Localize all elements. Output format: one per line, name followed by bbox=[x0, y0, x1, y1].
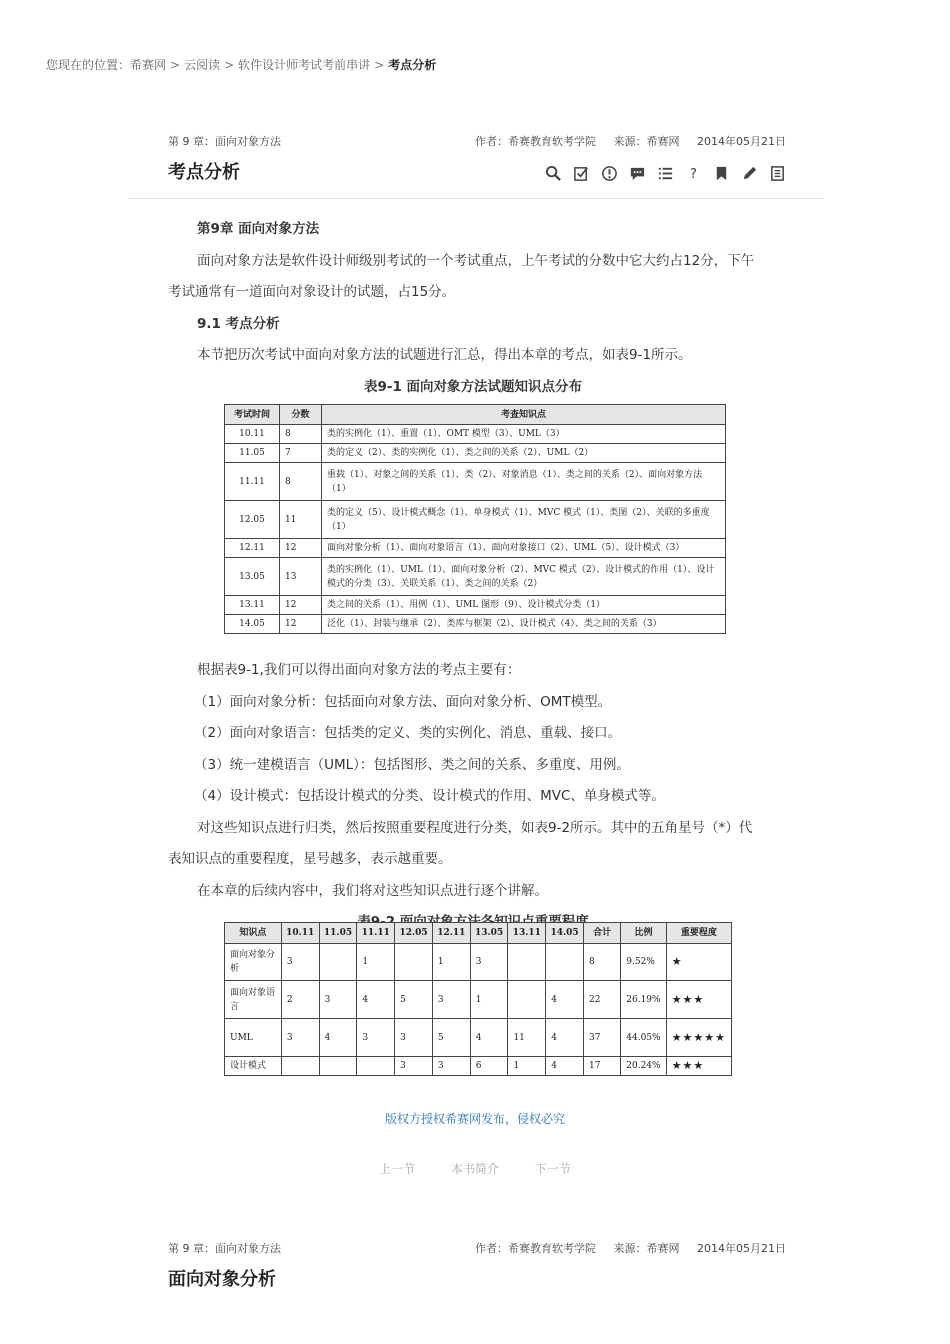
chapter-heading: 第9章 面向对象方法 bbox=[197, 221, 320, 237]
table-cell-ratio: 44.05% bbox=[621, 1019, 666, 1057]
table-cell-time: 10.11 bbox=[225, 425, 280, 444]
table-header-cell: 分数 bbox=[280, 405, 322, 425]
next-article-title: 面向对象分析 bbox=[168, 1269, 276, 1290]
table-cell-topic: 泛化（1）、封装与继承（2）、类库与框架（2）、设计模式（4）、类之间的关系（3） bbox=[322, 615, 726, 634]
paragraph-intro-b: 考试通常有一道面向对象设计的试题，占15分。 bbox=[168, 284, 456, 300]
table-header-cell: 11.11 bbox=[357, 923, 395, 944]
table-row bbox=[225, 444, 726, 463]
table-9-1 bbox=[224, 404, 726, 634]
table-cell-topic: 类的实例化（1）、UML（1）、面向对象分析（2）、MVC 模式（2）、设计模式的作用（1）、设计模式的分类（3）、关联关系（1）、类之间的关系（2） bbox=[322, 558, 726, 596]
table-header-cell: 考试时间 bbox=[225, 405, 280, 425]
table-row bbox=[225, 944, 732, 981]
table-cell: 1 bbox=[357, 944, 395, 981]
table-cell: 1 bbox=[508, 1057, 546, 1076]
point-item: （2）面向对象语言：包括类的定义、类的实例化、消息、重载、接口。 bbox=[194, 725, 622, 741]
table-cell: 1 bbox=[470, 981, 508, 1019]
table-header-cell: 10.11 bbox=[281, 923, 319, 944]
importance-stars: ★ bbox=[666, 944, 731, 981]
table-header-cell: 重要程度 bbox=[666, 923, 731, 944]
header-divider bbox=[128, 198, 824, 199]
table-cell-score: 8 bbox=[280, 463, 322, 501]
breadcrumb-link-book[interactable]: 软件设计师考试考前串讲 bbox=[238, 58, 371, 72]
reader-toolbar bbox=[544, 164, 786, 182]
author-label: 作者：希赛教育软考学院 bbox=[475, 1242, 596, 1255]
table-row bbox=[225, 463, 726, 501]
paragraph-classify-a: 对这些知识点进行归类，然后按照重要程度进行分类，如表9-2所示。其中的五角星号（*）代 bbox=[197, 819, 753, 836]
table-cell-time: 13.11 bbox=[225, 596, 280, 615]
table-cell-ratio: 26.19% bbox=[621, 981, 666, 1019]
table-row bbox=[225, 539, 726, 558]
table-row bbox=[225, 501, 726, 539]
table-cell-score: 12 bbox=[280, 596, 322, 615]
table-header-cell: 知识点 bbox=[225, 923, 282, 944]
table-header-cell: 12.05 bbox=[395, 923, 433, 944]
section-navigation bbox=[0, 1160, 950, 1177]
source-label: 来源：希赛网 bbox=[613, 135, 680, 148]
date-label: 2014年05月21日 bbox=[697, 135, 786, 148]
table-cell: 4 bbox=[546, 981, 584, 1019]
table-cell-score: 7 bbox=[280, 444, 322, 463]
paragraph-summary: 本节把历次考试中面向对象方法的试题进行汇总，得出本章的考点，如表9-1所示。 bbox=[197, 347, 692, 363]
table-cell: 3 bbox=[357, 1019, 395, 1057]
table-cell: 3 bbox=[319, 981, 357, 1019]
table-cell-topic: 重载（1）、对象之间的关系（1）、类（2）、对象消息（1）、类之间的关系（2）、面向对象方法（1） bbox=[322, 463, 726, 501]
notebook-icon[interactable] bbox=[768, 164, 786, 182]
breadcrumb-current: 考点分析 bbox=[388, 58, 437, 72]
table-cell: 5 bbox=[395, 981, 433, 1019]
table-cell-topic: 类之间的关系（1）、用例（1）、UML 图形（9）、设计模式分类（1） bbox=[322, 596, 726, 615]
table-cell: 3 bbox=[395, 1057, 433, 1076]
table-cell-score: 13 bbox=[280, 558, 322, 596]
table-row bbox=[225, 425, 726, 444]
author-label: 作者：希赛教育软考学院 bbox=[475, 135, 596, 148]
table-cell-time: 11.11 bbox=[225, 463, 280, 501]
table-header-cell: 13.05 bbox=[470, 923, 508, 944]
table-row bbox=[225, 615, 726, 634]
table-header-cell: 14.05 bbox=[546, 923, 584, 944]
table-cell: 3 bbox=[281, 944, 319, 981]
table-cell-total: 22 bbox=[583, 981, 620, 1019]
help-icon[interactable] bbox=[684, 164, 702, 182]
table-cell: 5 bbox=[432, 1019, 470, 1057]
article-meta bbox=[168, 133, 786, 149]
chapter-label: 第 9 章：面向对象方法 bbox=[168, 135, 281, 148]
help-glyph: ? bbox=[689, 166, 697, 182]
table-cell-time: 13.05 bbox=[225, 558, 280, 596]
table-cell-time: 14.05 bbox=[225, 615, 280, 634]
chapter-label: 第 9 章：面向对象方法 bbox=[168, 1242, 281, 1255]
table-header-cell: 12.11 bbox=[432, 923, 470, 944]
table-cell: 4 bbox=[357, 981, 395, 1019]
table-cell: 2 bbox=[281, 981, 319, 1019]
table-cell-score: 11 bbox=[280, 501, 322, 539]
table-row bbox=[225, 596, 726, 615]
table-cell: 3 bbox=[395, 1019, 433, 1057]
table-header-cell: 11.05 bbox=[319, 923, 357, 944]
table-cell: 3 bbox=[432, 981, 470, 1019]
table-cell-time: 11.05 bbox=[225, 444, 280, 463]
breadcrumb-separator: > bbox=[170, 58, 181, 72]
table-9-2 bbox=[224, 922, 732, 1076]
table-cell: 6 bbox=[470, 1057, 508, 1076]
next-article-meta bbox=[168, 1240, 786, 1256]
table-cell: 11 bbox=[508, 1019, 546, 1057]
table-cell bbox=[395, 944, 433, 981]
bookmark-icon[interactable] bbox=[712, 164, 730, 182]
table-cell: 3 bbox=[470, 944, 508, 981]
page-title: 考点分析 bbox=[168, 162, 240, 183]
table-row bbox=[225, 558, 726, 596]
source-label: 来源：希赛网 bbox=[613, 1242, 680, 1255]
search-icon[interactable] bbox=[544, 164, 562, 182]
next-section-link[interactable]: 下一节 bbox=[534, 1162, 571, 1176]
table-header-row bbox=[225, 923, 732, 944]
copyright-notice: 版权方授权希赛网发布，侵权必究 bbox=[384, 1112, 565, 1126]
table-cell: 3 bbox=[281, 1019, 319, 1057]
table-cell-time: 12.05 bbox=[225, 501, 280, 539]
date-label: 2014年05月21日 bbox=[697, 1242, 786, 1255]
note-icon[interactable] bbox=[572, 164, 590, 182]
edit-icon[interactable] bbox=[740, 164, 758, 182]
breadcrumb-separator: > bbox=[224, 58, 235, 72]
point-item: （1）面向对象分析：包括面向对象方法、面向对象分析、OMT模型。 bbox=[194, 693, 612, 710]
table1-caption: 表9-1 面向对象方法试题知识点分布 bbox=[363, 378, 583, 395]
table-cell bbox=[281, 1057, 319, 1076]
table-header-cell: 比例 bbox=[621, 923, 666, 944]
table-cell: 1 bbox=[432, 944, 470, 981]
breadcrumb-separator: > bbox=[374, 58, 385, 72]
table-cell-topic: 面向对象分析（1）、面向对象语言（1）、面向对象接口（2）、UML（5）、设计模式（3） bbox=[322, 539, 726, 558]
paragraph-points-intro: 根据表9-1,我们可以得出面向对象方法的考点主要有： bbox=[197, 662, 521, 678]
table-cell-total: 37 bbox=[583, 1019, 620, 1057]
table-header-row bbox=[225, 405, 726, 425]
table-cell: 4 bbox=[319, 1019, 357, 1057]
prev-section-link[interactable]: 上一节 bbox=[379, 1162, 416, 1176]
table-cell bbox=[508, 981, 546, 1019]
table-row bbox=[225, 1019, 732, 1057]
table-cell-topic: 类的定义（2）、类的实例化（1）、类之间的关系（2）、UML（2） bbox=[322, 444, 726, 463]
error-report-icon[interactable] bbox=[600, 164, 618, 182]
table-cell-topic: 类的定义（5）、设计模式概念（1）、单身模式（1）、MVC 模式（1）、类图（2）、关联的多重度（1） bbox=[322, 501, 726, 539]
breadcrumb bbox=[46, 56, 436, 73]
point-item: （4）设计模式：包括设计模式的分类、设计模式的作用、MVC、单身模式等。 bbox=[194, 788, 665, 804]
table-cell-time: 12.11 bbox=[225, 539, 280, 558]
table-cell-topic: 类的实例化（1）、重置（1）、OMT 模型（3）、UML（3） bbox=[322, 425, 726, 444]
table-cell-topic: UML bbox=[225, 1019, 282, 1057]
table-row bbox=[225, 981, 732, 1019]
table-cell bbox=[546, 944, 584, 981]
table-cell: 4 bbox=[470, 1019, 508, 1057]
table-cell bbox=[319, 1057, 357, 1076]
table-cell-ratio: 20.24% bbox=[621, 1057, 666, 1076]
section-heading: 9.1 考点分析 bbox=[197, 315, 280, 332]
table-header-cell: 合计 bbox=[583, 923, 620, 944]
table-cell-total: 17 bbox=[583, 1057, 620, 1076]
table-row bbox=[225, 1057, 732, 1076]
table-cell: 4 bbox=[546, 1057, 584, 1076]
table-header-cell: 13.11 bbox=[508, 923, 546, 944]
importance-stars: ★★★ bbox=[666, 1057, 731, 1076]
list-icon[interactable] bbox=[656, 164, 674, 182]
importance-stars: ★★★★★ bbox=[666, 1019, 731, 1057]
table-cell-score: 12 bbox=[280, 615, 322, 634]
paragraph-intro-a: 面向对象方法是软件设计师级别考试的一个考试重点，上午考试的分数中它大约占12分，下午 bbox=[197, 252, 755, 269]
breadcrumb-link-yunyuedu[interactable]: 云阅读 bbox=[184, 58, 221, 72]
point-item: （3）统一建模语言（UML）：包括图形、类之间的关系、多重度、用例。 bbox=[194, 756, 630, 773]
breadcrumb-link-xisai[interactable]: 希赛网 bbox=[130, 58, 167, 72]
book-intro-link[interactable]: 本书简介 bbox=[450, 1162, 499, 1176]
table-cell bbox=[357, 1057, 395, 1076]
table-cell bbox=[508, 944, 546, 981]
table-cell-score: 8 bbox=[280, 425, 322, 444]
table-cell: 4 bbox=[546, 1019, 584, 1057]
paragraph-classify-b: 表知识点的重要程度，星号越多，表示越重要。 bbox=[168, 851, 452, 867]
table-cell-ratio: 9.52% bbox=[621, 944, 666, 981]
comment-icon[interactable] bbox=[628, 164, 646, 182]
table-cell-topic: 设计模式 bbox=[225, 1057, 282, 1076]
importance-stars: ★★★ bbox=[666, 981, 731, 1019]
breadcrumb-prefix: 您现在的位置： bbox=[46, 58, 131, 72]
table-cell-topic: 面向对象分析 bbox=[225, 944, 282, 981]
table-header-cell: 考查知识点 bbox=[322, 405, 726, 425]
table-cell: 3 bbox=[432, 1057, 470, 1076]
table-cell-total: 8 bbox=[583, 944, 620, 981]
table-cell-score: 12 bbox=[280, 539, 322, 558]
table-cell-topic: 面向对象语言 bbox=[225, 981, 282, 1019]
table-cell bbox=[319, 944, 357, 981]
paragraph-followup: 在本章的后续内容中，我们将对这些知识点进行逐个讲解。 bbox=[197, 882, 548, 899]
